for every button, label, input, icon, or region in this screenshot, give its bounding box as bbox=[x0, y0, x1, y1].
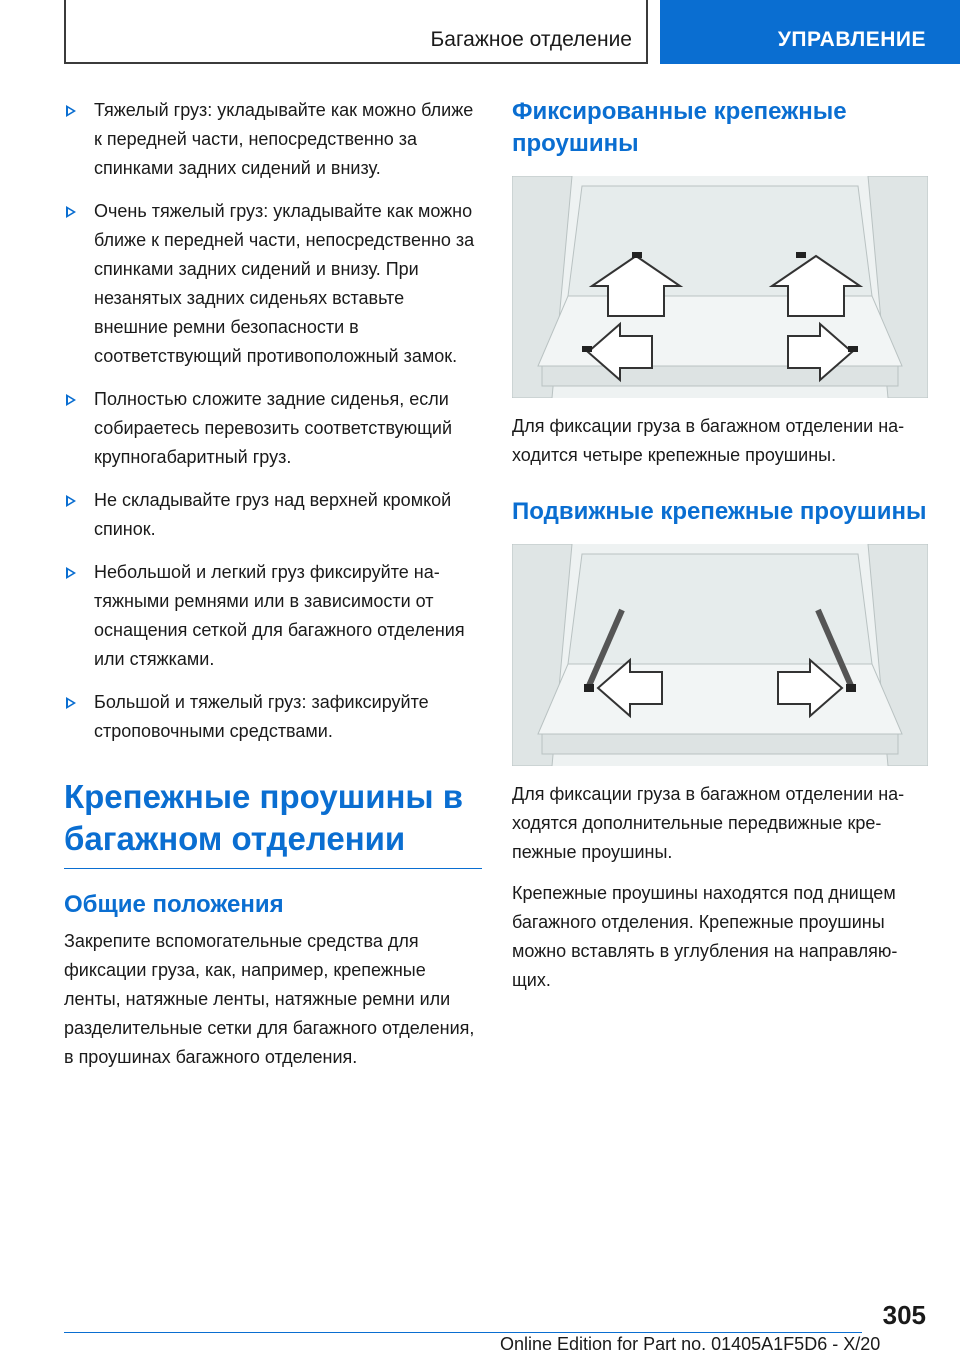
list-item bbox=[64, 197, 482, 371]
page-number: 305 bbox=[882, 1300, 926, 1330]
list-item bbox=[64, 558, 482, 674]
bullet-list bbox=[64, 96, 482, 746]
footer-divider bbox=[64, 1332, 862, 1333]
right-column bbox=[512, 96, 928, 1007]
list-item bbox=[64, 486, 482, 544]
list-item-text: Небольшой и легкий груз фиксируйте натяжными ремнями или в зависимости от оснащения сеткой для багажного отделения или стяжками. bbox=[94, 562, 465, 669]
header-section-box bbox=[64, 0, 648, 64]
list-item bbox=[64, 688, 482, 746]
list-item bbox=[64, 96, 482, 183]
fixed-eyelets-caption: Для фиксации груза в багажном отделении находится четыре крепежные проушины. bbox=[512, 416, 905, 465]
movable-eyelets-heading: Подвижные крепежные проушины bbox=[512, 498, 927, 525]
section-heading: Крепежные проушины в багажном отделении bbox=[64, 776, 482, 869]
footer-edition: Online Edition for Part no. 01405A1F5D6 - X/20 bbox=[500, 1334, 881, 1354]
list-item-text: Не складывайте груз над верхней кромкой спинок. bbox=[94, 490, 452, 539]
movable-eyelets-location: Крепежные проушины находятся под днищем багажного отделения. Крепежные проушины можно вставлять в углубления на направляющих. bbox=[512, 883, 898, 990]
triangle-bullet-icon bbox=[66, 495, 76, 507]
triangle-bullet-icon bbox=[66, 697, 76, 709]
left-column bbox=[64, 96, 482, 1084]
header-chapter-tab bbox=[660, 0, 960, 64]
list-item bbox=[64, 385, 482, 472]
header-section-title: Багажное отделение bbox=[430, 28, 632, 51]
trunk-movable-eyelets-illustration bbox=[512, 544, 928, 766]
header-chapter-title: УПРАВЛЕНИЕ bbox=[777, 28, 926, 51]
triangle-bullet-icon bbox=[66, 206, 76, 218]
subsection-heading: Общие положения bbox=[64, 891, 284, 918]
movable-eyelets-caption: Для фиксации груза в багажном отделении находятся дополнительные передвижные крепежные проушины. bbox=[512, 784, 905, 862]
trunk-fixed-eyelets-illustration bbox=[512, 176, 928, 398]
body-paragraph: Закрепите вспомогательные средства для фиксации груза, как, например, крепежные ленты, натяжные ленты, натяжные ремни или разделительные сетки для багажного отделения, в проушинах багажного отделения. bbox=[64, 931, 475, 1067]
fixed-eyelets-heading: Фиксированные крепежные проушины bbox=[512, 98, 847, 157]
list-item-text: Полностью сложите задние сиденья, если собираетесь перевозить соответствующий крупногабаритный груз. bbox=[94, 389, 453, 467]
list-item-text: Тяжелый груз: укладывайте как можно ближе к передней части, непосредственно за спинками задних сидений и внизу. bbox=[94, 100, 474, 178]
list-item-text: Очень тяжелый груз: укладывайте как можно ближе к передней части, непосредственно за спинками задних сидений и внизу. При незанятых задних сиденьях вставьте внешние ремни безопасности в соответствующий противоположный замок. bbox=[94, 201, 475, 366]
list-item-text: Большой и тяжелый груз: зафиксируйте строповочными средствами. bbox=[94, 692, 429, 741]
triangle-bullet-icon bbox=[66, 105, 76, 117]
triangle-bullet-icon bbox=[66, 394, 76, 406]
triangle-bullet-icon bbox=[66, 567, 76, 579]
